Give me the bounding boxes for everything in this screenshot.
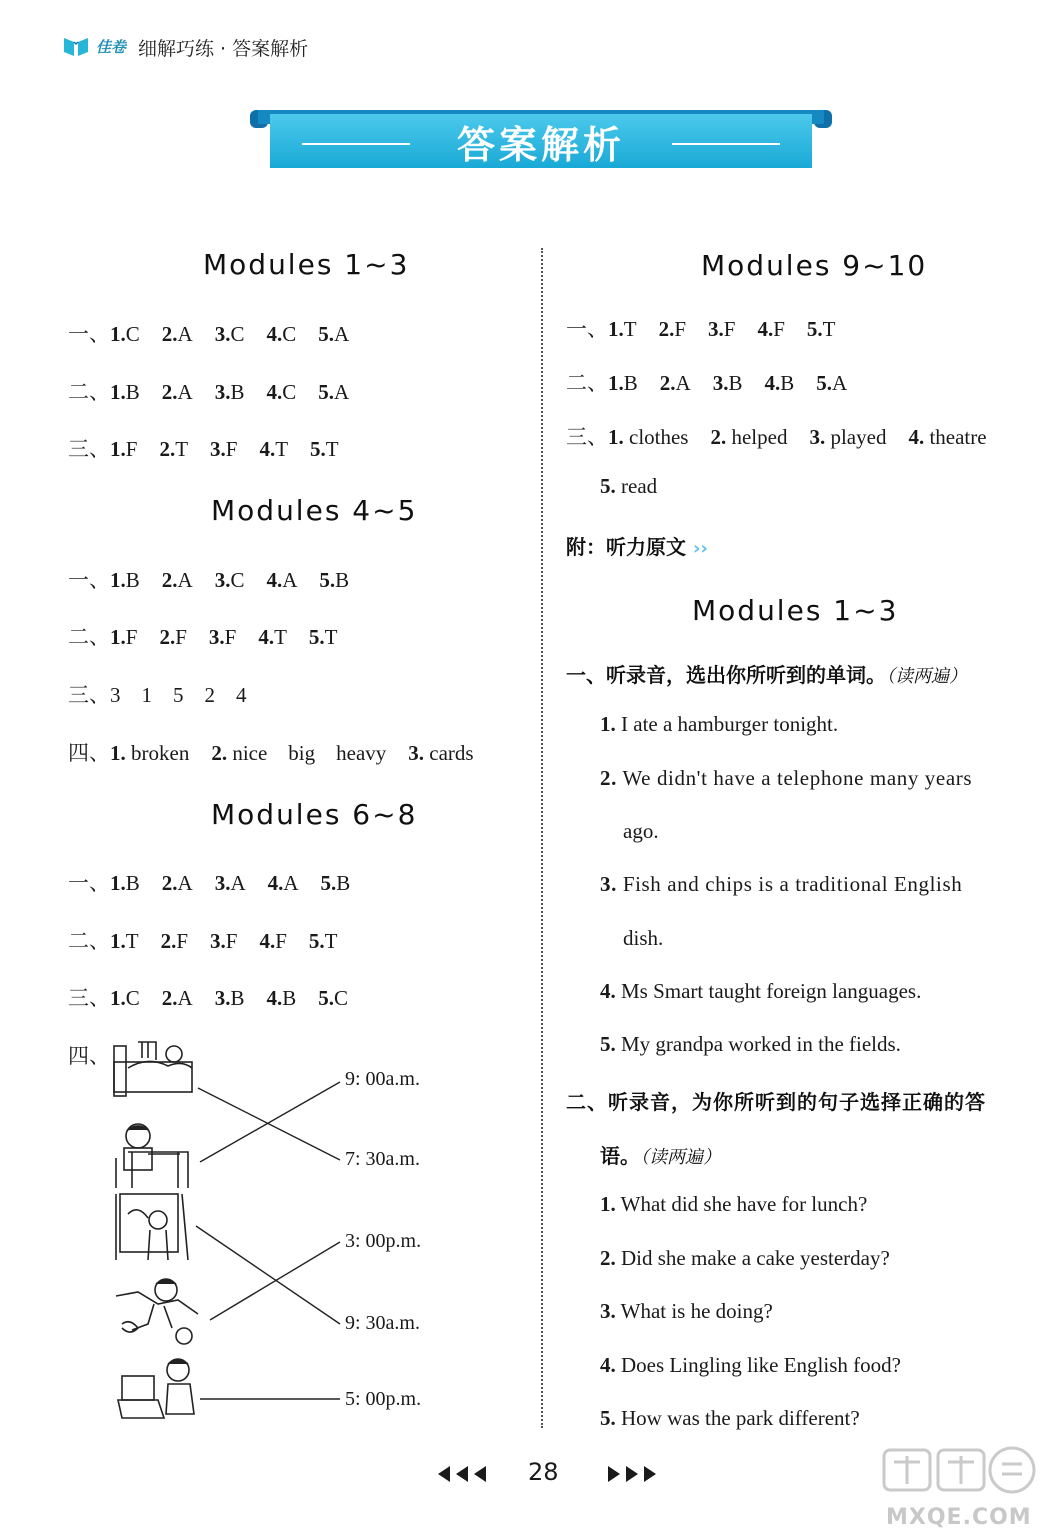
section-heading: 二、听录音，为你所听到的句子选择正确的答 xyxy=(566,1090,986,1114)
module-heading: Modules 1~3 xyxy=(203,248,410,281)
boy-at-computer-illustration xyxy=(118,1359,194,1418)
answer-row: 三、1. clothes 2. helped 3. played 4. theatre xyxy=(566,425,987,449)
book-logo-icon xyxy=(62,34,90,58)
child-sleeping-illustration xyxy=(114,1042,192,1096)
time-label: 9: 30a.m. xyxy=(345,1312,420,1334)
module-heading: Modules 9~10 xyxy=(701,249,928,282)
child-at-board-illustration xyxy=(116,1194,188,1260)
answer-row: 三、1.F 2.T 3.F 4.T 5.T xyxy=(68,437,339,461)
transcript-line: 1. What did she have for lunch? xyxy=(600,1192,868,1216)
answer-row: 四、1. broken 2. nice big heavy 3. cards xyxy=(68,741,474,765)
banner-title: 答案解析 xyxy=(456,123,625,167)
watermark-logo xyxy=(876,1440,1046,1530)
answer-row: 一、1.T 2.F 3.F 4.F 5.T xyxy=(566,317,836,341)
transcript-line: 3. Fish and chips is a traditional English xyxy=(600,872,963,896)
module-heading: Modules 6~8 xyxy=(211,798,418,831)
transcript-line: 5. My grandpa worked in the fields. xyxy=(600,1032,901,1056)
boy-at-desk-illustration xyxy=(116,1124,188,1188)
answer-row: 二、1.B 2.A 3.B 4.C 5.A xyxy=(68,380,350,404)
time-label: 5: 00p.m. xyxy=(345,1388,422,1410)
transcript-line: 1. I ate a hamburger tonight. xyxy=(600,712,839,736)
double-chevron-icon: ›› xyxy=(692,538,708,559)
section-heading-cont: 语。（读两遍） xyxy=(600,1144,721,1168)
next-arrows-icon xyxy=(606,1464,668,1484)
boy-playing-football-illustration xyxy=(116,1279,198,1344)
answer-row: 一、1.B 2.A 3.A 4.A 5.B xyxy=(68,871,351,895)
section-prefix: 四、 xyxy=(68,1044,110,1068)
section-heading: 一、听录音，选出你所听到的单词。（读两遍） xyxy=(566,663,967,687)
brand-name: 佳卷 xyxy=(96,38,127,56)
answer-row: 三、1.C 2.A 3.B 4.B 5.C xyxy=(68,986,348,1010)
answer-row: 5. read xyxy=(600,474,658,498)
transcript-line: ago. xyxy=(623,819,659,843)
page-number: 28 xyxy=(528,1458,559,1486)
answer-row: 二、1.F 2.F 3.F 4.T 5.T xyxy=(68,625,338,649)
transcript-line: 2. We didn't have a telephone many years xyxy=(600,766,973,790)
transcript-line: 4. Does Lingling like English food? xyxy=(600,1353,901,1377)
transcript-line: 4. Ms Smart taught foreign languages. xyxy=(600,979,922,1003)
matching-lines xyxy=(196,1082,340,1399)
module-heading: Modules 1~3 xyxy=(692,594,899,627)
appendix-heading: 附：听力原文 ›› xyxy=(566,535,708,559)
answer-row: 一、1.B 2.A 3.C 4.A 5.B xyxy=(68,568,350,592)
prev-arrows-icon xyxy=(436,1464,498,1484)
time-label: 3: 00p.m. xyxy=(345,1230,422,1252)
module-heading: Modules 4~5 xyxy=(211,494,418,527)
transcript-line: 3. What is he doing? xyxy=(600,1299,773,1323)
header-title: 细解巧练 · 答案解析 xyxy=(138,38,309,60)
svg-text:MXQE.COM: MXQE.COM xyxy=(886,1505,1032,1530)
answer-row: 三、3 1 5 2 4 xyxy=(68,683,247,707)
column-divider xyxy=(541,248,543,1428)
answer-row: 一、1.C 2.A 3.C 4.C 5.A xyxy=(68,322,350,346)
transcript-line: 2. Did she make a cake yesterday? xyxy=(600,1246,890,1270)
transcript-line: 5. How was the park different? xyxy=(600,1406,860,1430)
answer-row: 二、1.T 2.F 3.F 4.F 5.T xyxy=(68,929,338,953)
transcript-line: dish. xyxy=(623,926,664,950)
time-label: 9: 00a.m. xyxy=(345,1068,420,1090)
time-label: 7: 30a.m. xyxy=(345,1148,420,1170)
answer-row: 二、1.B 2.A 3.B 4.B 5.A xyxy=(566,371,848,395)
matching-diagram xyxy=(108,1038,348,1428)
